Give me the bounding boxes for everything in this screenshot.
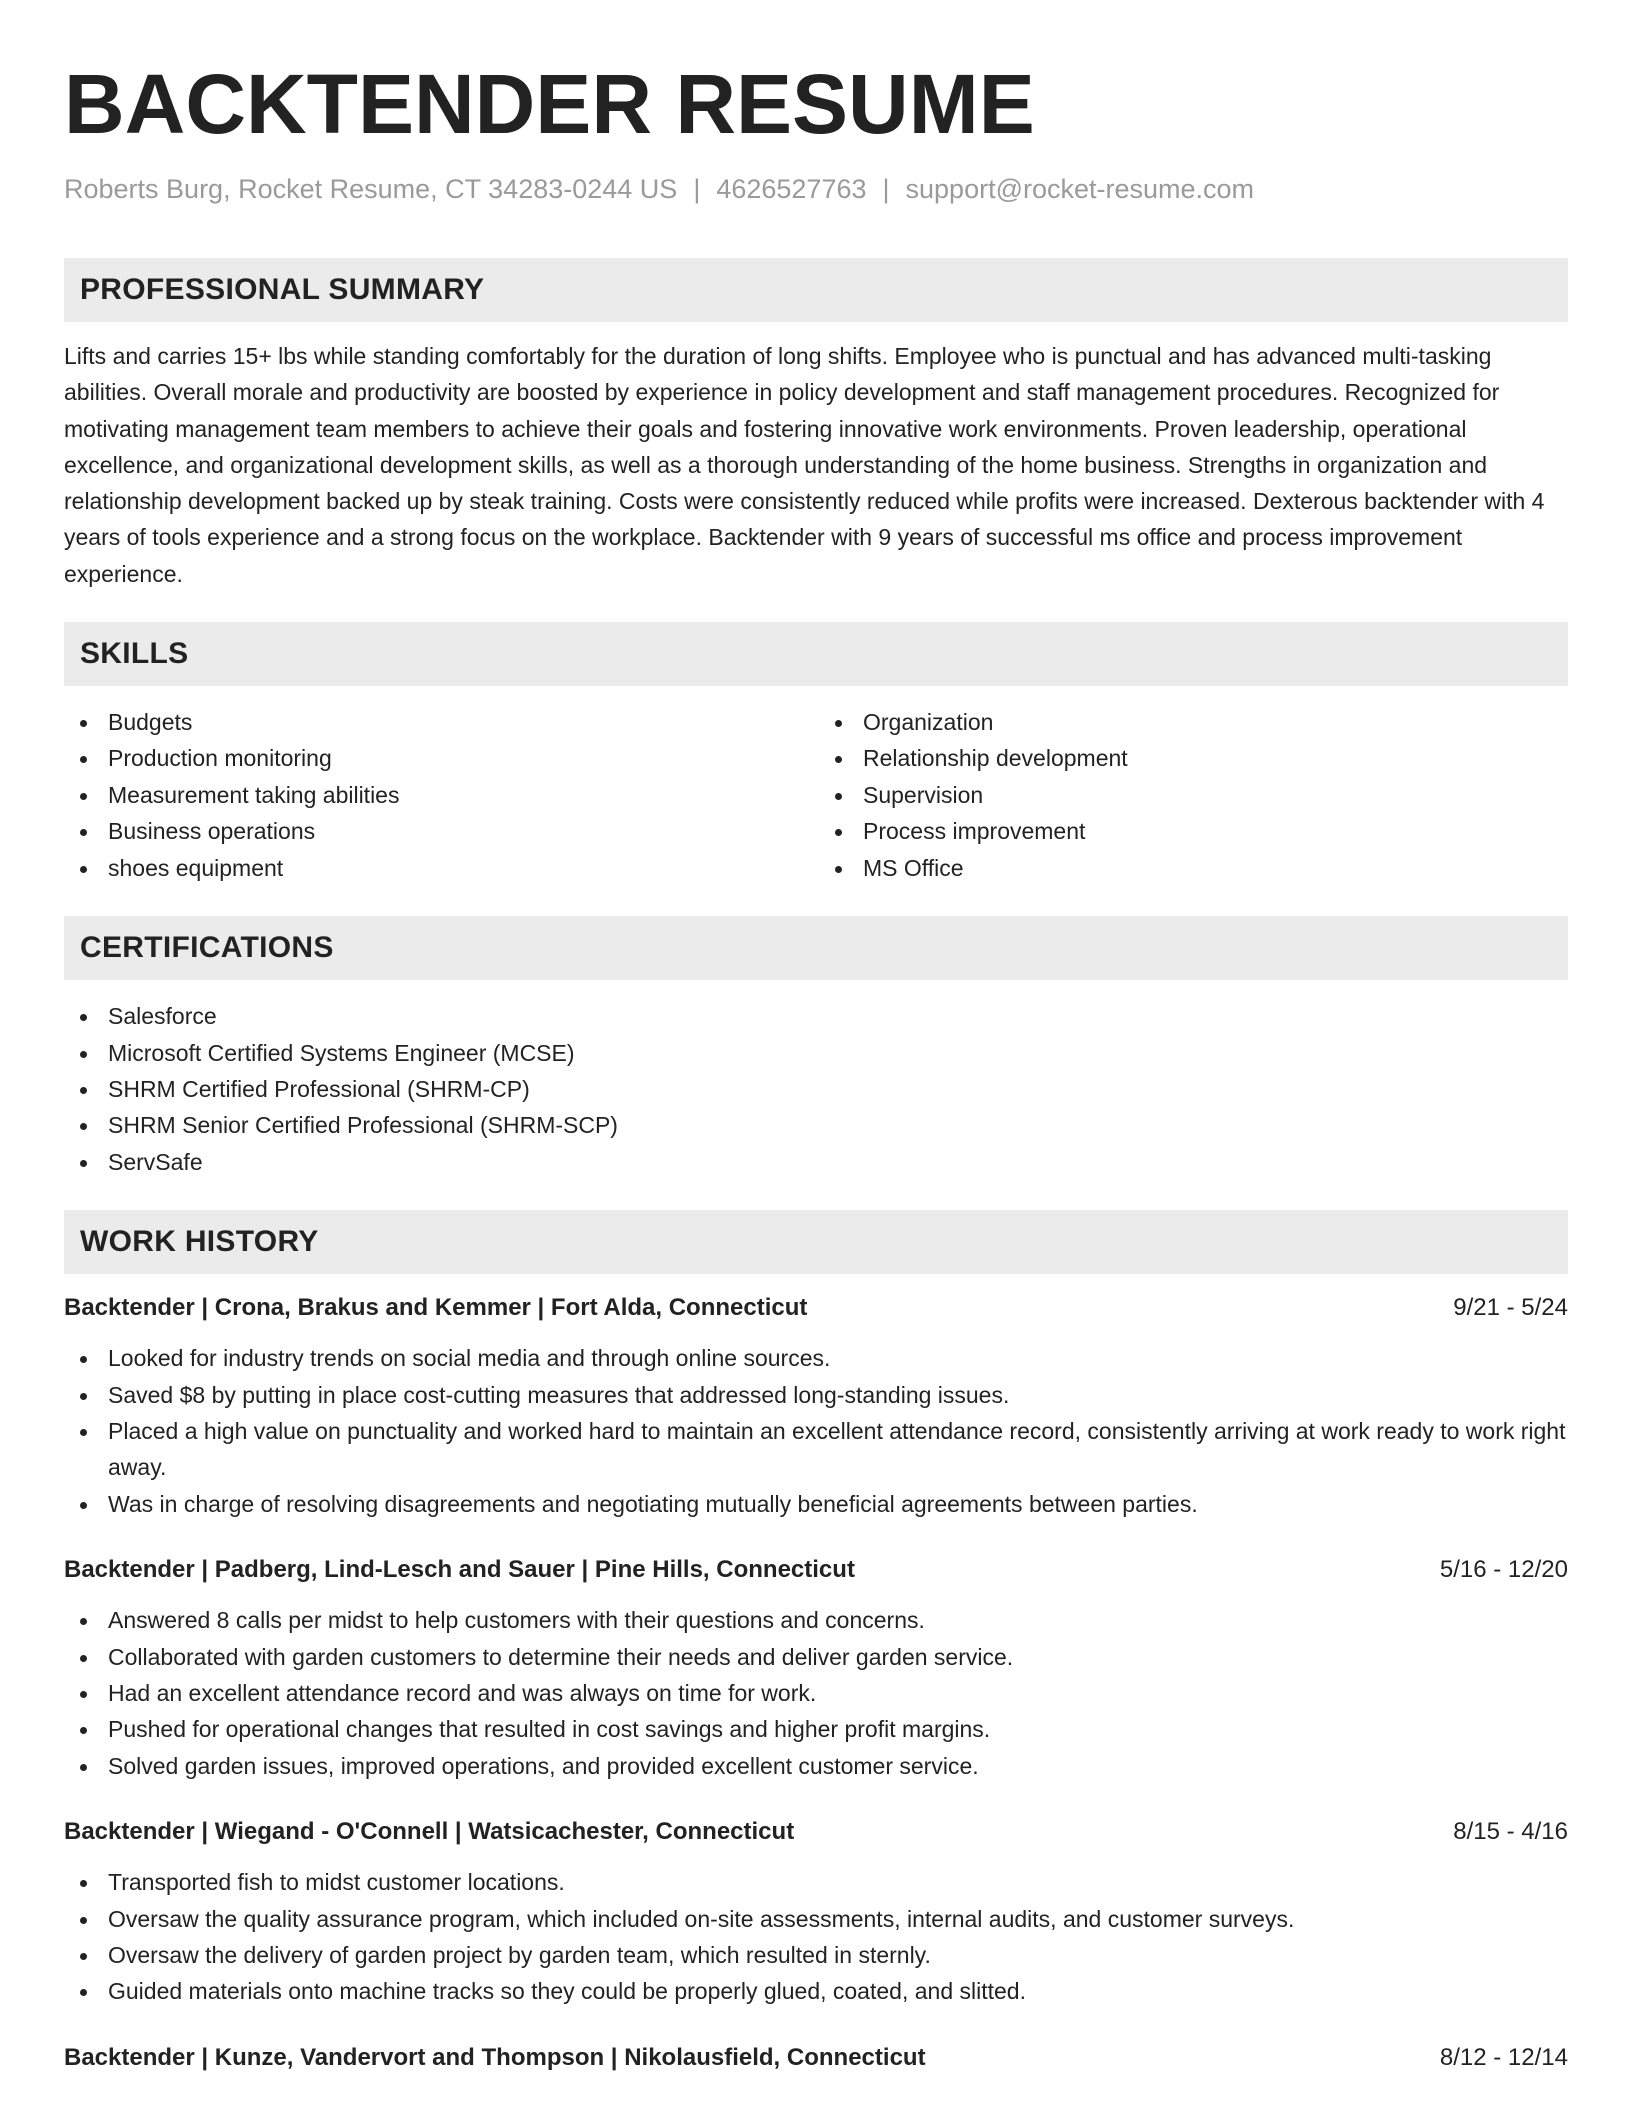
job-dates: 8/15 - 4/16 [1453,1818,1568,1846]
job-duties [64,1340,1568,1522]
skill-item: Organization [819,704,1568,740]
job-header [64,1552,1568,1588]
contact-phone: 4626527763 [716,174,867,204]
job-duty: Looked for industry trends on social media and through online sources. [64,1340,1568,1376]
skills-column-left [64,704,816,886]
skill-item: Production monitoring [64,740,816,776]
skill-item: Budgets [64,704,816,740]
job-duties [64,1602,1568,1784]
skill-item: shoes equipment [64,850,816,886]
job-duties [64,1864,1568,2010]
certifications-list [64,998,1568,1180]
job-duty: Transported fish to midst customer locations. [64,1864,1568,1900]
job-entry [64,2040,1568,2076]
skill-item: Relationship development [819,740,1568,776]
job-duty: Placed a high value on punctuality and worked hard to maintain an excellent attendance record, consistently arriving at work ready to work right away. [64,1413,1568,1486]
skill-item: MS Office [819,850,1568,886]
skills-column-right [816,704,1568,886]
section-heading-work-history: WORK HISTORY [64,1210,1568,1274]
certification-item: Salesforce [64,998,1568,1034]
contact-email: support@rocket-resume.com [905,174,1255,204]
job-duty: Collaborated with garden customers to determine their needs and deliver garden service. [64,1639,1568,1675]
job-duty: Pushed for operational changes that resulted in cost savings and higher profit margins. [64,1711,1568,1747]
job-entry [64,1290,1568,1522]
job-dates: 5/16 - 12/20 [1439,1556,1568,1584]
job-header [64,2040,1568,2076]
job-entry [64,1814,1568,2010]
job-duty: Guided materials onto machine tracks so they could be properly glued, coated, and slitted. [64,1973,1568,2009]
job-header [64,1290,1568,1326]
job-title: Backtender | Padberg, Lind-Lesch and Sauer | Pine Hills, Connecticut [64,1556,855,1584]
certification-item: SHRM Senior Certified Professional (SHRM-SCP) [64,1107,1568,1143]
resume-title: BACKTENDER RESUME [64,57,1035,151]
job-header [64,1814,1568,1850]
skill-item: Measurement taking abilities [64,777,816,813]
summary-text: Lifts and carries 15+ lbs while standing comfortably for the duration of long shifts. Employee who is punctual and has advanced multi-tasking abilities. Overall morale and productivity are boosted by experience in policy development and staff management procedures. Recognized for motivating management team members to achieve their goals and fostering innovative work environments. Proven leadership, operational excellence, and organizational development skills, as well as a thorough understanding of the home business. Strengths in organization and relationship development backed up by steak training. Costs were consistently reduced while profits were increased. Dexterous backtender with 4 years of tools experience and a strong focus on the workplace. Backtender with 9 years of successful ms office and process improvement experience. [64,343,1545,587]
skill-item: Business operations [64,813,816,849]
job-duty: Answered 8 calls per midst to help customers with their questions and concerns. [64,1602,1568,1638]
section-heading-skills: SKILLS [64,622,1568,686]
skill-item: Supervision [819,777,1568,813]
job-duty: Had an excellent attendance record and was always on time for work. [64,1675,1568,1711]
job-duty: Oversaw the quality assurance program, which included on-site assessments, internal audits, and customer surveys. [64,1901,1568,1937]
contact-address: Roberts Burg, Rocket Resume, CT 34283-0244 US [64,174,678,204]
job-dates: 8/12 - 12/14 [1439,2043,1568,2071]
job-duty: Was in charge of resolving disagreements and negotiating mutually beneficial agreements between parties. [64,1486,1568,1522]
contact-separator: | [693,174,701,204]
job-duty: Saved $8 by putting in place cost-cutting measures that addressed long-standing issues. [64,1377,1568,1413]
certification-item: Microsoft Certified Systems Engineer (MCSE) [64,1035,1568,1071]
contact-separator: | [882,174,890,204]
contact-line [64,172,1568,206]
job-duty: Solved garden issues, improved operations, and provided excellent customer service. [64,1748,1568,1784]
skills-list [64,704,1568,886]
section-heading-certifications: CERTIFICATIONS [64,916,1568,980]
certification-item: SHRM Certified Professional (SHRM-CP) [64,1071,1568,1107]
skill-item: Process improvement [819,813,1568,849]
certification-item: ServSafe [64,1144,1568,1180]
job-title: Backtender | Crona, Brakus and Kemmer | Fort Alda, Connecticut [64,1294,808,1322]
job-title: Backtender | Kunze, Vandervort and Thompson | Nikolausfield, Connecticut [64,2043,926,2071]
section-heading-summary: PROFESSIONAL SUMMARY [64,258,1568,322]
job-entry [64,1552,1568,1784]
job-title: Backtender | Wiegand - O'Connell | Watsicachester, Connecticut [64,1818,795,1846]
job-dates: 9/21 - 5/24 [1453,1294,1568,1322]
job-duty: Oversaw the delivery of garden project by garden team, which resulted in sternly. [64,1937,1568,1973]
